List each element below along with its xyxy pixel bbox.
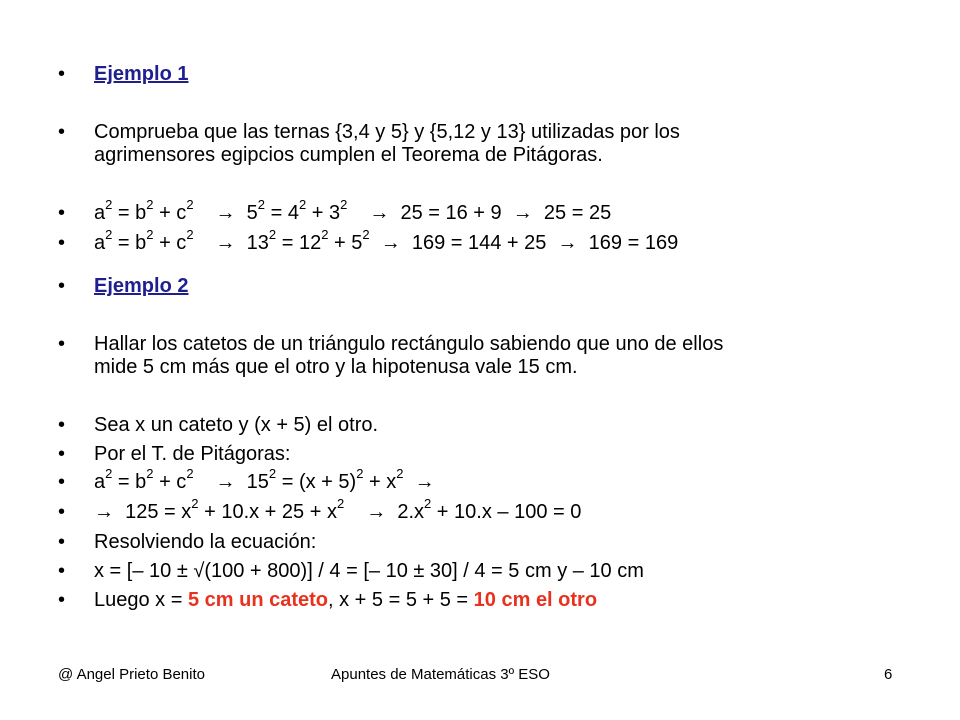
hallar-text-1: Hallar los catetos de un triángulo rectángulo sabiendo que uno de ellos [94, 333, 724, 355]
arrow-icon: → [557, 232, 578, 254]
arrow-icon: → [366, 501, 387, 523]
slide: • Ejemplo 1 • Comprueba que las ternas {3,4 y 5} y {5,12 y 13} utilizadas por los agrimensores egipcios cumplen el Teorema de Pitágoras. • $a^2 = b^2 + c^2 \to 5^2 = 4^2 + 3^2 \to 25 = 16 + 9 \to 25 = 25$ • $a^2 = b^2 + c^2 \to 13^2 = 12^2 + 5^2 \to 169 = 144 + 25 \to 169 = 169$ • Ejemplo 2 • Hallar los catetos de un triángulo rectángulo sabiendo que uno de ellos mide 5 cm más que el otro y la hipotenusa vale 15 cm. • Sea x un cateto y (x + 5) el otro. • Por el T. de Pitágoras: • $a^2 = b^2 + c^2 \to 15^2 = (x + 5)^2 + x^2$ → • → $125 = x^2 + 10.x + 25 + x^2 \to 2.x^2 + 10.x - 100 = 0$ • Resolviendo la ecuación: • x = [– 10 ± √(100 + 800)] / 4 = [– 10 ± 30] / 4 = 5 cm y – 10 cm • Luego x = 5 cm un cateto, x + 5 = 5 + 5 = 10 cm el otro @ Angel Prieto Benito Apuntes de Matemáticas 3º ESO 6 [58, 63, 893, 683]
solution-text: x = [– 10 ± √(100 + 800)] / 4 = [– 10 ± 30] / 4 = 5 cm y – 10 cm [94, 560, 644, 582]
footer-author: @ Angel Prieto Benito [58, 666, 205, 683]
arrow-icon: → [94, 501, 114, 523]
arrow-icon: → [512, 202, 533, 224]
arrow-icon: → [215, 471, 236, 493]
comprueba-text-1: Comprueba que las ternas {3,4 y 5} y {5,12 y 13} utilizadas por los [94, 121, 680, 143]
equation-1: $a^2 = b^2 + c^2 \to 5^2 = 4^2 + 3^2 \to 25 = 16 + 9 \to 25 = 25$ [94, 197, 612, 224]
footer-page-number: 6 [884, 666, 893, 683]
footer-subject: Apuntes de Matemáticas 3º ESO [331, 666, 550, 683]
equation-2: $a^2 = b^2 + c^2 \to 13^2 = 12^2 + 5^2 \to 169 = 144 + 25 \to 169 = 169$ [94, 227, 679, 254]
resolviendo-text: Resolviendo la ecuación: [94, 531, 317, 553]
comprueba-text-2: agrimensores egipcios cumplen el Teorema de Pitágoras. [94, 144, 603, 166]
sea-text: Sea x un cateto y (x + 5) el otro. [94, 414, 379, 436]
answer-cateto-2: 10 cm el otro [473, 589, 598, 611]
por-text: Por el T. de Pitágoras: [94, 443, 291, 465]
ejemplo-2-heading: Ejemplo 2 [94, 275, 189, 297]
equation-4: → $125 = x^2 + 10.x + 25 + x^2 \to 2.x^2 + 10.x - 100 = 0$ [94, 496, 582, 523]
luego-text: Luego x = 5 cm un cateto, x + 5 = 5 + 5 = 10 cm el otro [94, 589, 598, 611]
equation-3: $a^2 = b^2 + c^2 \to 15^2 = (x + 5)^2 + x^2$ → [94, 466, 435, 493]
hallar-text-2: mide 5 cm más que el otro y la hipotenusa vale 15 cm. [94, 356, 578, 378]
answer-cateto-1: 5 cm un cateto [187, 589, 329, 611]
ejemplo-1-heading: Ejemplo 1 [94, 63, 189, 85]
arrow-icon: → [215, 232, 236, 254]
arrow-icon: → [215, 202, 236, 224]
arrow-icon: → [380, 232, 401, 254]
arrow-icon: → [414, 471, 435, 493]
arrow-icon: → [369, 202, 390, 224]
